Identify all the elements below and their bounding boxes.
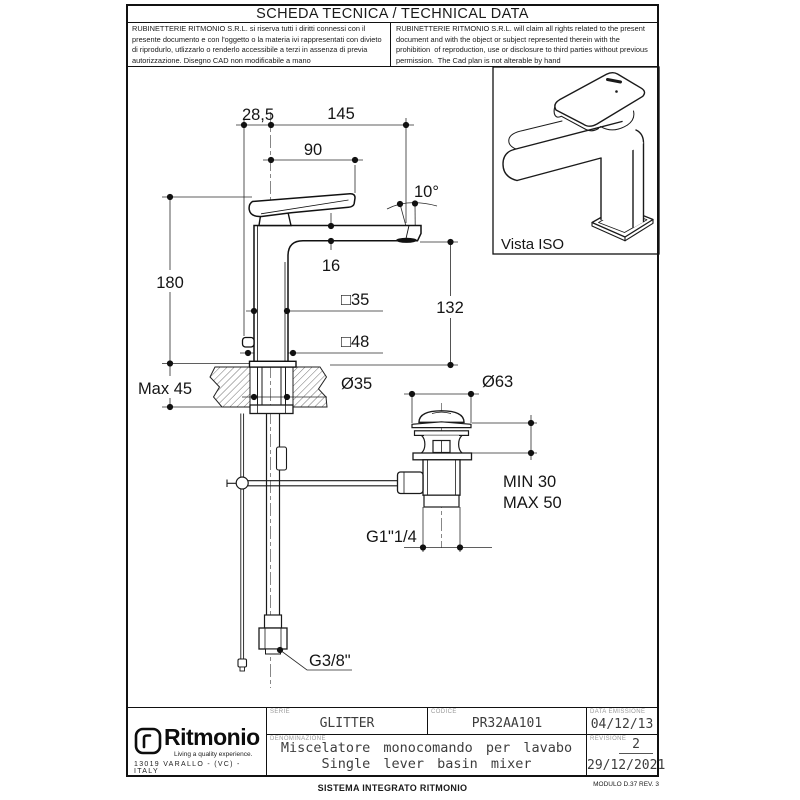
dim-145: 145 [327,105,355,123]
field-denominazione [267,735,587,775]
dim-dia63: Ø63 [482,373,514,391]
dim-max45: Max 45 [137,380,193,398]
brand-tagline: Living a quality experience. [174,751,253,758]
legal-section [128,22,657,67]
dim-dia35: Ø35 [341,375,373,393]
dim-sq48: □48 [341,333,370,351]
dim-10deg: 10° [414,183,439,201]
denominazione-en: Single lever basin mixer [321,756,532,772]
dim-16: 16 [321,257,341,275]
brand-name: Ritmonio [164,724,260,750]
legal-text-en: RUBINETTERIE RITMONIO S.R.L. will claim all rights related to the present document and with the object or subject represented therein with the prohibition of reproduction, use or disclosure to third parties without previous permission. The Cad plan is not alterable by hand [396,24,650,65]
title-block-fields [267,708,666,775]
revisione-date: 29/12/2021 [587,758,666,773]
dim-max50: MAX 50 [503,494,562,512]
sheet-title: SCHEDA TECNICA / TECHNICAL DATA [128,6,657,23]
logo-cell [128,708,267,775]
brand-address: 13019 VARALLO - (VC) - ITALY [134,761,241,775]
iso-view-label: Vista ISO [501,236,565,253]
dim-g114: G1"1/4 [366,528,417,546]
codice-label: CODICE [431,709,457,715]
field-serie [267,708,428,734]
dim-28-5: 28,5 [241,106,275,124]
denominazione-label: DENOMINAZIONE [270,736,326,742]
data-emissione-value: 04/12/13 [590,717,654,732]
ritmonio-logo-icon [134,727,162,755]
field-revisione [587,735,666,775]
footer-system-text: SISTEMA INTEGRATO RITMONIO [317,783,468,793]
footer-module-text: MODULO D.37 REV. 3 [593,781,659,788]
dim-sq35: □35 [341,291,370,309]
field-data-emissione [587,708,657,734]
dim-90: 90 [303,141,323,159]
sheet-frame [126,4,666,777]
dim-180: 180 [156,274,184,292]
dim-g38: G3/8" [309,652,351,670]
revisione-label: REVISIONE [590,736,627,742]
denominazione-it: Miscelatore monocomando per lavabo [280,740,573,756]
dim-min30: MIN 30 [503,473,557,491]
data-emissione-label: DATA EMISSIONE [590,709,646,715]
revisione-value: 2 [619,737,653,754]
legal-text-it: RUBINETTERIE RITMONIO S.R.L. si riserva tutti i diritti connessi con il presente documento e con l'oggetto o la materia ivi rappresentati con divieto di riprodurlo, utlizzarlo o renderlo accessibile a terzi in assenza di previa autorizzazione. Disegno CAD non modificabile a mano [128,22,391,66]
codice-value: PR32AA101 [471,716,543,731]
field-codice [428,708,587,734]
serie-label: SERIE [270,709,291,715]
serie-value: GLITTER [319,716,375,731]
dim-132: 132 [436,299,464,317]
title-block [128,707,666,775]
